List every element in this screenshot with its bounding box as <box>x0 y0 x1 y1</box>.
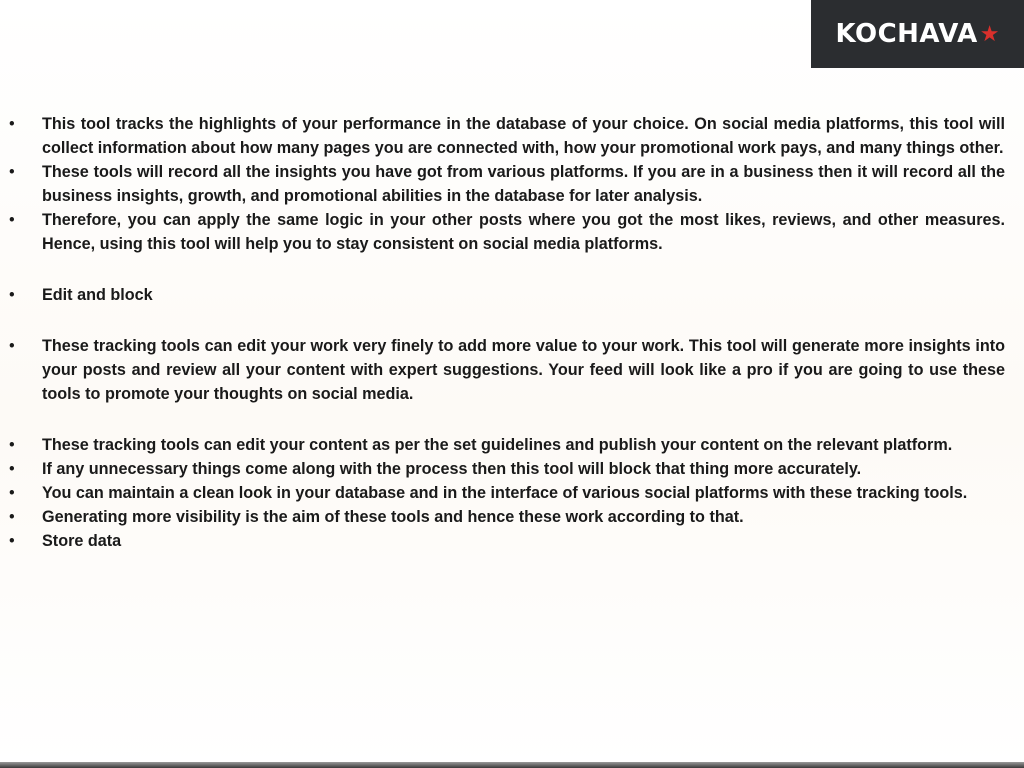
list-item <box>0 334 1024 406</box>
list-item <box>0 208 1024 256</box>
list-item <box>0 283 1024 307</box>
list-item-text: These tracking tools can edit your content as per the set guidelines and publish your content on the relevant platform. <box>42 436 953 454</box>
bullet-icon: • <box>9 115 15 133</box>
spacer <box>0 256 1024 283</box>
list-item-text: These tracking tools can edit your work very finely to add more value to your work. This tool will generate more insights into your posts and review all your content with expert suggestions. Your feed will look like a pro if you are going to use these tools to promote your thoughts on social media. <box>42 337 1005 403</box>
bullet-icon: • <box>9 436 15 454</box>
list-item-text: You can maintain a clean look in your database and in the interface of various social platforms with these tracking tools. <box>42 484 968 502</box>
spacer <box>0 307 1024 334</box>
kochava-logo <box>811 0 1024 68</box>
bullet-icon: • <box>9 163 15 181</box>
bullet-icon: • <box>9 532 15 550</box>
logo-text: KOCHAVA <box>835 19 978 49</box>
star-icon: ★ <box>979 21 1000 46</box>
bullet-icon: • <box>9 460 15 478</box>
list-item <box>0 529 1024 553</box>
bullet-icon: • <box>9 484 15 502</box>
list-item-text: Therefore, you can apply the same logic in your other posts where you got the most likes, reviews, and other measures. Hence, using this tool will help you to stay consistent on social media platforms. <box>42 211 1005 253</box>
bullet-icon: • <box>9 508 15 526</box>
list-item <box>0 505 1024 529</box>
bullet-icon: • <box>9 286 15 304</box>
footer-divider <box>0 762 1024 768</box>
bullet-icon: • <box>9 337 15 355</box>
section-heading: Edit and block <box>42 286 153 304</box>
list-item-text: If any unnecessary things come along with the process then this tool will block that thing more accurately. <box>42 460 862 478</box>
list-item <box>0 481 1024 505</box>
list-item <box>0 433 1024 457</box>
spacer <box>0 406 1024 433</box>
bullet-list <box>0 112 1024 553</box>
list-item <box>0 112 1024 160</box>
bullet-icon: • <box>9 211 15 229</box>
list-item <box>0 160 1024 208</box>
list-item-text: Generating more visibility is the aim of these tools and hence these work according to that. <box>42 508 744 526</box>
list-item-text: Store data <box>42 532 122 550</box>
list-item <box>0 457 1024 481</box>
list-item-text: This tool tracks the highlights of your performance in the database of your choice. On social media platforms, this tool will collect information about how many pages you are connected with, how your promotional work pays, and many things other. <box>42 115 1005 157</box>
list-item-text: These tools will record all the insights you have got from various platforms. If you are in a business then it will record all the business insights, growth, and promotional abilities in the database for later analysis. <box>42 163 1005 205</box>
